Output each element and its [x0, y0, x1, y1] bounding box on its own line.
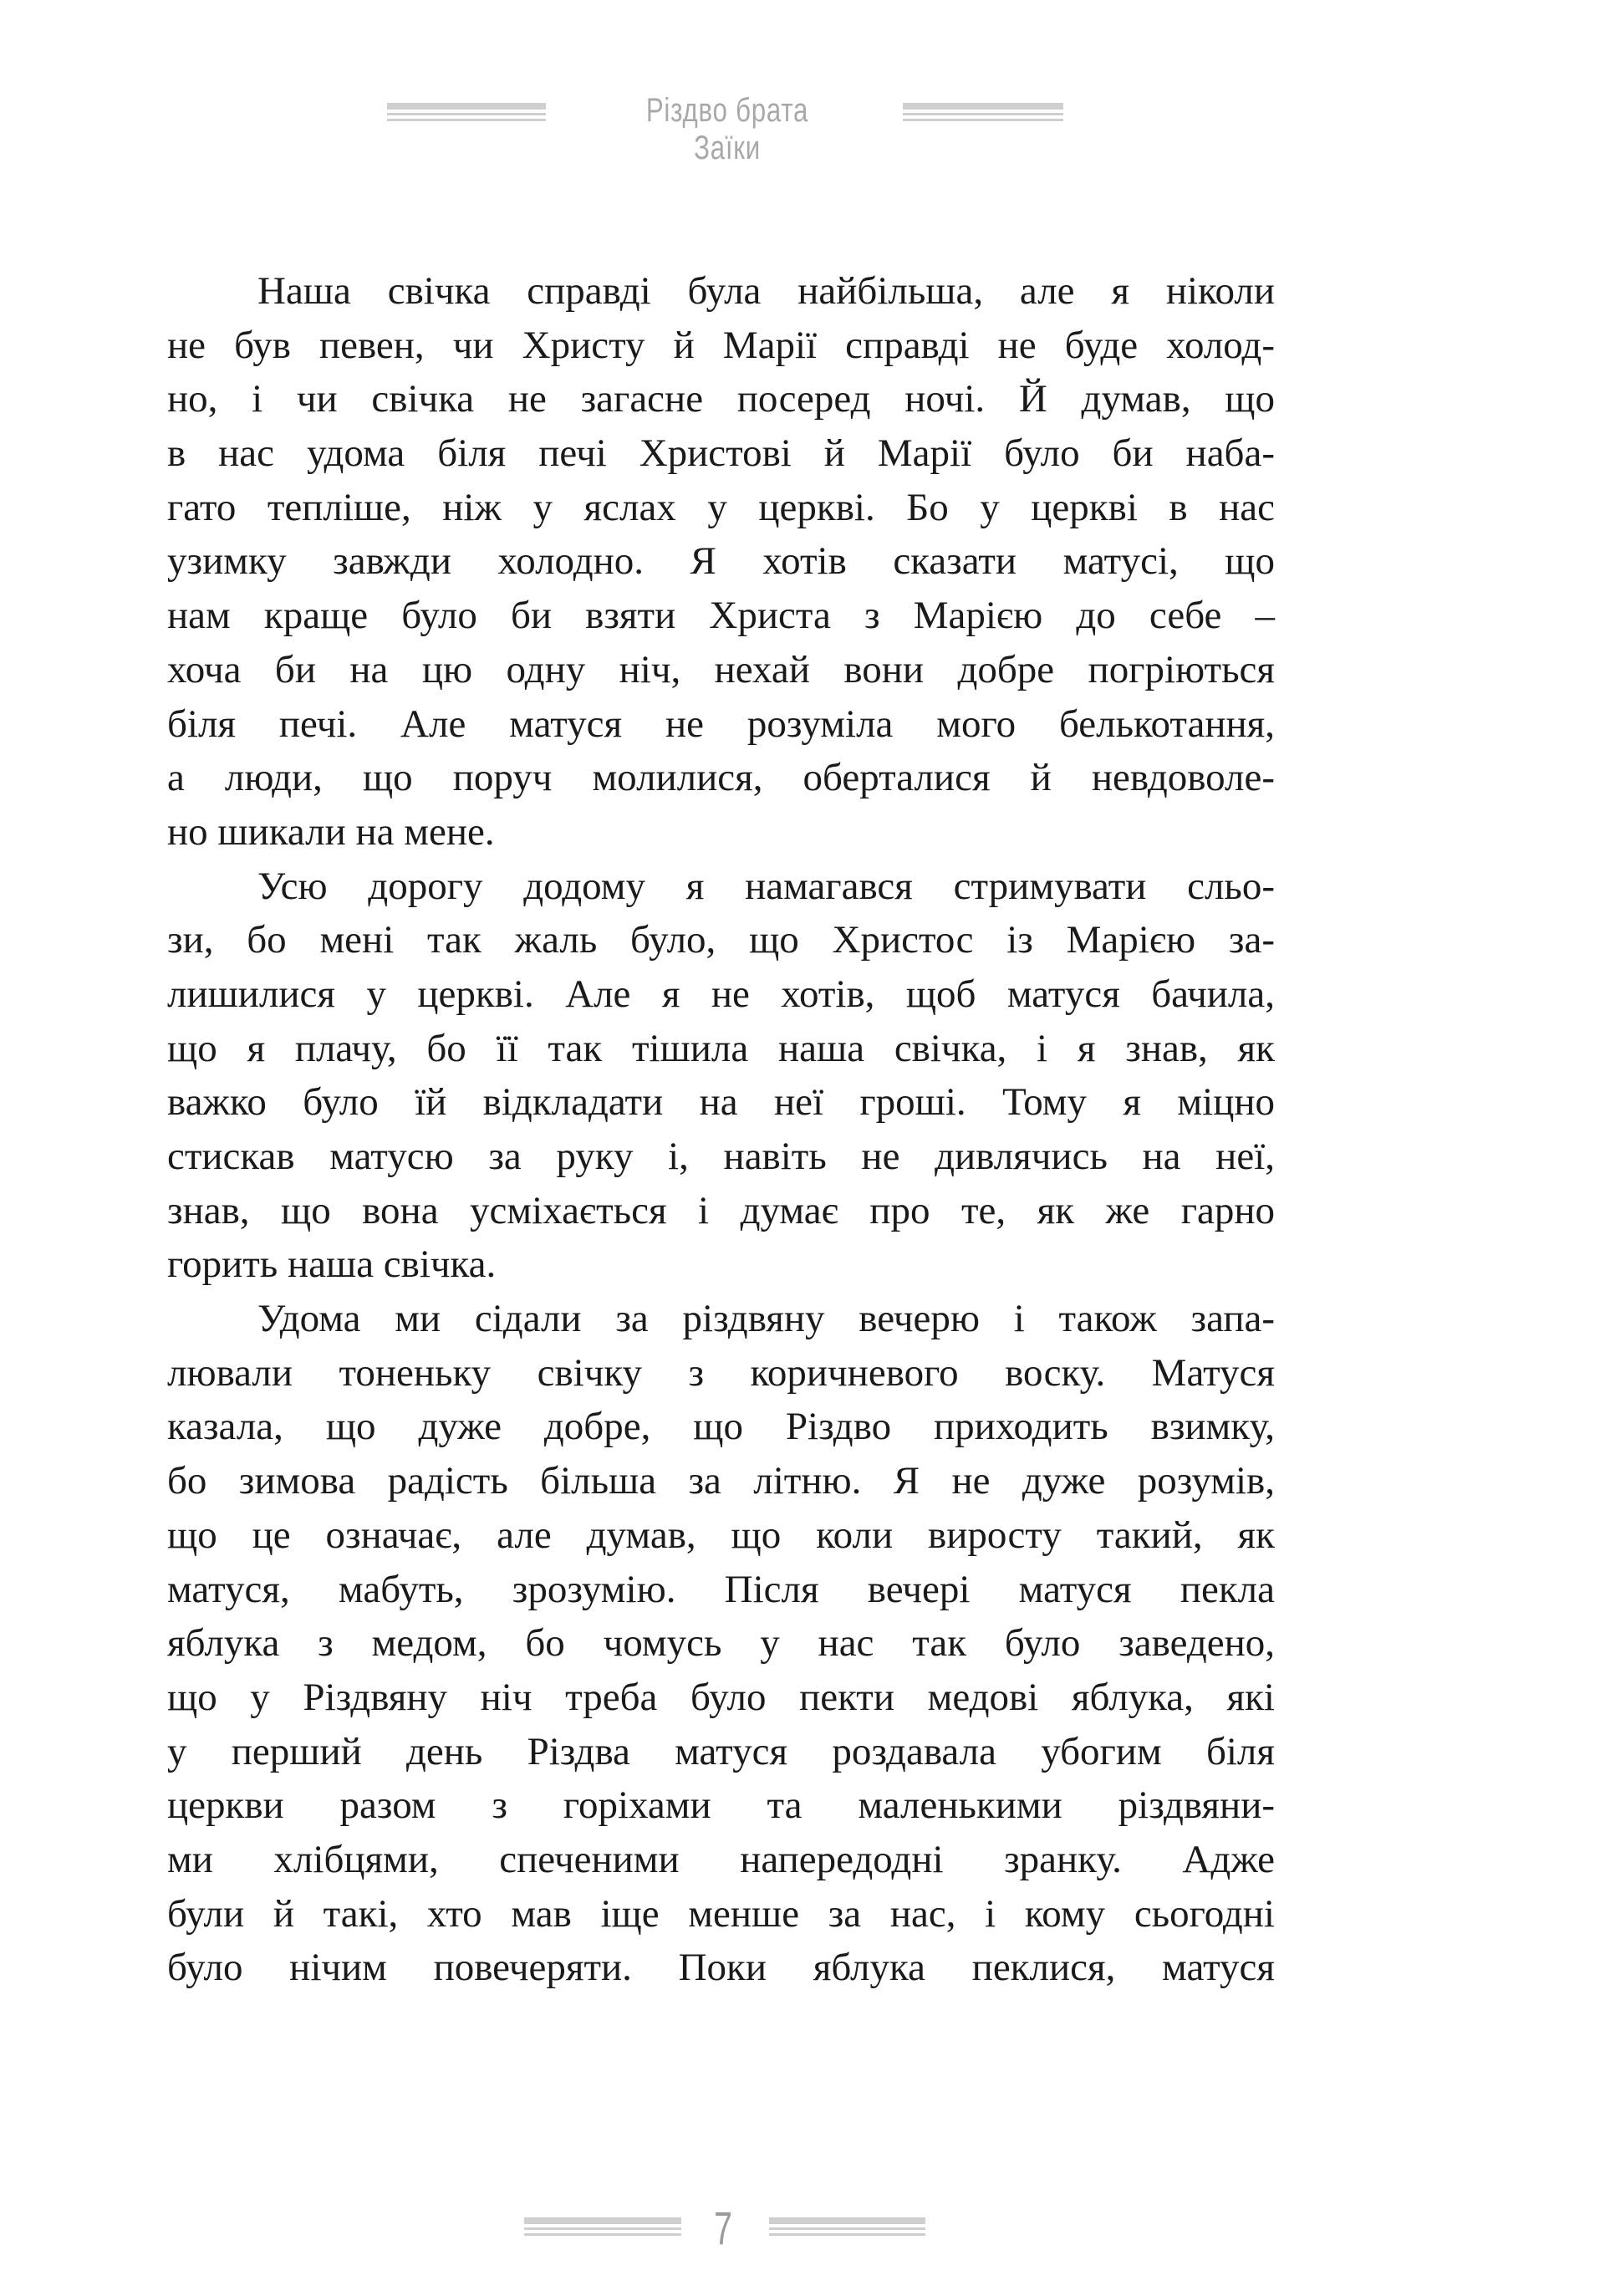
paragraph: [167, 1292, 1275, 1995]
text-line: но, і чи свічка не загасне посеред ночі. Й думав, що: [167, 377, 1275, 421]
running-head: [0, 90, 1605, 166]
text-line: стискав матусю за руку і, навіть не дивлячись на неї,: [167, 1135, 1275, 1178]
paragraph: [167, 264, 1275, 860]
text-line: нам краще було би взяти Христа з Марією до себе –: [167, 594, 1275, 638]
ornament-rule-left: [524, 2217, 681, 2236]
text-line: Усю дорогу додому я намагався стримувати сльо-: [257, 864, 1275, 908]
text-line: біля печі. Але матуся не розуміла мого белькотання,: [167, 702, 1275, 746]
text-line: яблука з медом, бо чомусь у нас так було заведено,: [167, 1621, 1275, 1666]
page-footer: [0, 2201, 1605, 2259]
text-line: знав, що вона усміхається і думає про те, як же гарно: [167, 1188, 1275, 1232]
page-number: 7: [714, 2202, 732, 2254]
text-line: горить наша свічка.: [167, 1242, 497, 1287]
text-line: гато тепліше, ніж у яслах у церкві. Бо у церкві в нас: [167, 485, 1275, 529]
text-line: важко було їй відкладати на неї гроші. Тому я міцно: [167, 1080, 1275, 1125]
text-line: хоча би на цю одну ніч, нехай вони добре погріються: [167, 647, 1275, 691]
text-line: зи, бо мені так жаль було, що Христос із Марією за-: [167, 918, 1275, 962]
text-line: що я плачу, бо її так тішила наша свічка, і я знав, як: [167, 1026, 1275, 1070]
text-line: а люди, що поруч молилися, оберталися й невдоволе-: [167, 756, 1275, 800]
ornament-rule-right: [903, 103, 1063, 121]
text-line: що це означає, але думав, що коли виросту такий, як: [167, 1513, 1275, 1557]
text-line: Удома ми сідали за різдвяну вечерю і також запа-: [257, 1297, 1275, 1341]
text-line: не був певен, чи Христу й Марії справді не буде холод-: [167, 323, 1275, 367]
text-line: лишилися у церкві. Але я не хотів, щоб матуся бачила,: [167, 972, 1275, 1016]
text-line: ми хлібцями, спеченими напередодні зранку. Адже: [167, 1837, 1275, 1881]
text-line: лювали тоненьку свічку з коричневого воску. Матуся: [167, 1350, 1275, 1395]
text-line: матуся, мабуть, зрозумію. Після вечері матуся пекла: [167, 1567, 1275, 1611]
text-line: церкви разом з горіхами та маленькими різдвяни-: [167, 1783, 1275, 1828]
running-head-title: Різдво брата Заїки: [645, 92, 809, 166]
body-text: [167, 264, 1275, 1995]
text-line: но шикали на мене.: [167, 809, 495, 854]
text-line: були й такі, хто мав іще менше за нас, і кому сьогодні: [167, 1891, 1275, 1936]
text-line: у перший день Різдва матуся роздавала убогим біля: [167, 1729, 1275, 1773]
text-line: казала, що дуже добре, що Різдво приходить взимку,: [167, 1405, 1275, 1449]
text-line: в нас удома біля печі Христові й Марії було би наба-: [167, 431, 1275, 476]
paragraph: [167, 860, 1275, 1293]
ornament-rule-right: [769, 2217, 925, 2236]
text-line: Наша свічка справді була найбільша, але я ніколи: [257, 269, 1275, 313]
text-line: бо зимова радість більша за літню. Я не дуже розумів,: [167, 1459, 1275, 1503]
ornament-rule-left: [387, 103, 546, 121]
text-line: що у Різдвяну ніч треба було пекти медові яблука, які: [167, 1675, 1275, 1719]
text-line: узимку завжди холодно. Я хотів сказати матусі, що: [167, 539, 1275, 584]
text-line: було нічим повечеряти. Поки яблука пеклися, матуся: [167, 1946, 1275, 1990]
